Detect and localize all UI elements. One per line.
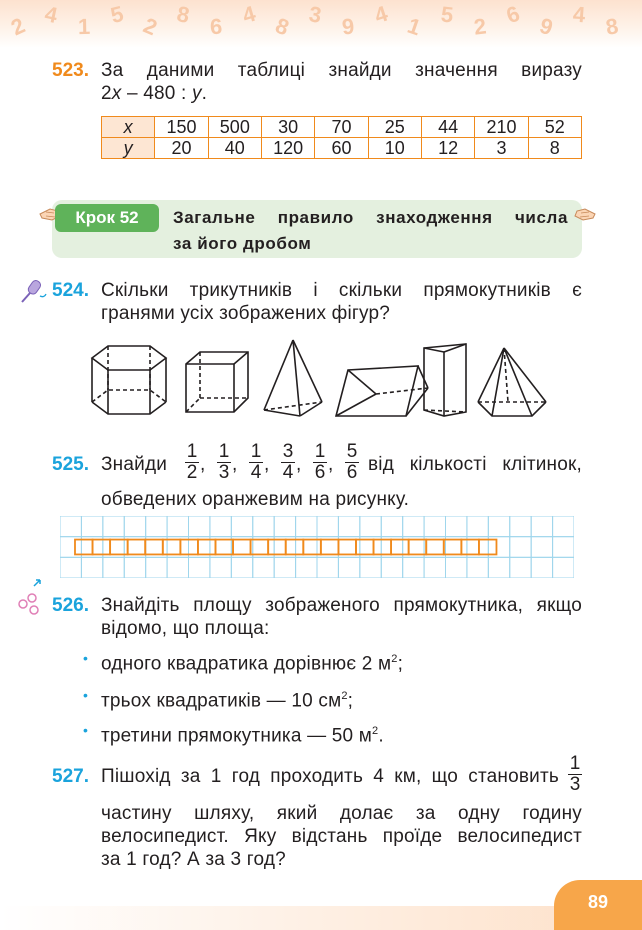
exercise-number-525: 525. [52, 454, 89, 475]
header-digit: 4 [371, 0, 391, 29]
grid-cell [424, 557, 445, 578]
fraction-numerator: 1 [250, 441, 262, 462]
fraction-numerator: 1 [186, 441, 198, 462]
exercise-526-item-2 [101, 684, 353, 713]
grid-cell [488, 516, 509, 537]
cube-figure [186, 352, 248, 412]
triangular-prism-standing-figure [424, 344, 466, 416]
orange-cell [356, 540, 374, 555]
fraction-denominator: 6 [314, 462, 326, 483]
header-digit: 8 [272, 12, 293, 41]
header-digit: 1 [404, 12, 425, 41]
orange-cell [286, 540, 304, 555]
step-badge: Крок 52 [55, 204, 159, 232]
exercise-526-text-line1: Знайдіть площу зображеного прямокутника, якщо [101, 595, 582, 616]
grid-cell [189, 557, 210, 578]
grid-cell [124, 516, 145, 537]
grid-cell [360, 516, 381, 537]
orange-cell [374, 540, 392, 555]
bullet-icon: • [83, 722, 88, 738]
table-header-y: y [102, 138, 155, 159]
table-cell-x: 150 [155, 117, 208, 138]
hexagonal-prism-figure [92, 346, 166, 414]
item-sup: 2 [341, 690, 348, 702]
orange-cell [215, 540, 233, 555]
item-text: одного квадратика дорівнює 2 м [101, 653, 392, 675]
exercise-523-text-line1: За даними таблиці знайди значення виразу [101, 60, 582, 81]
pointing-hand-right-icon [573, 203, 597, 225]
fraction-separator: , [296, 454, 302, 475]
item-end: ; [397, 653, 404, 675]
grid-cell [403, 516, 424, 537]
fraction [281, 442, 295, 483]
orange-cell [303, 540, 321, 555]
header-digit: 9 [536, 12, 556, 41]
orange-cell [426, 540, 444, 555]
grid-cell [531, 537, 552, 558]
fraction-separator: , [200, 454, 206, 475]
grid-cell [510, 537, 531, 558]
exercise-527-text-line3: велосипедист. Яку відстань проїде велосипедист [101, 826, 582, 847]
grid-cell [467, 557, 488, 578]
orange-cell [93, 540, 111, 555]
header-digit: 6 [209, 13, 223, 40]
header-digit: 2 [472, 13, 488, 40]
grid-cell [81, 557, 102, 578]
exercise-527-text-line2: частину шляху, який долає за одну годину [101, 803, 582, 824]
fraction [313, 442, 327, 483]
orange-cell [128, 540, 146, 555]
header-digit: 6 [502, 0, 523, 29]
microphone-icon [18, 278, 48, 304]
footer-band [0, 906, 642, 930]
grid-cell [60, 557, 81, 578]
fraction-denominator: 2 [186, 462, 198, 483]
grid-cell [553, 537, 574, 558]
bullet-icon: • [83, 687, 88, 703]
bullet-icon: • [83, 650, 88, 666]
grid-cell [274, 557, 295, 578]
fraction [185, 442, 199, 483]
header-decoration [0, 0, 642, 48]
fraction-numerator: 5 [346, 441, 358, 462]
fraction [345, 442, 359, 483]
exercise-526-item-3 [101, 719, 384, 748]
table-cell-x: 25 [368, 117, 421, 138]
table-cell-y: 60 [315, 138, 368, 159]
exercise-527-text-line1: Пішохід за 1 год проходить 4 км, що становить [101, 766, 559, 787]
table-row-x [102, 117, 582, 138]
exercise-526-text-line2: відомо, що площа: [101, 618, 270, 639]
triangular-pyramid-figure [264, 340, 322, 416]
table-cell-x: 44 [421, 117, 474, 138]
header-digit: 5 [439, 1, 455, 28]
grid-cell [167, 516, 188, 537]
orange-cell [479, 540, 497, 555]
orange-cell [391, 540, 409, 555]
square-pyramid-figure [478, 348, 546, 416]
grid-cell [146, 557, 167, 578]
orange-cell [233, 540, 251, 555]
grid-cell [553, 557, 574, 578]
orange-cell [444, 540, 462, 555]
header-digit: 4 [572, 1, 587, 28]
grid-cell [424, 516, 445, 537]
table-header-x: x [102, 117, 155, 138]
exercise-525-tail: від кількості клітинок, [368, 454, 582, 475]
grid-cell [167, 557, 188, 578]
group-work-icon [14, 576, 48, 618]
table-cell-x: 70 [315, 117, 368, 138]
grid-cell [103, 516, 124, 537]
grid-cell [274, 516, 295, 537]
grid-cell [124, 557, 145, 578]
table-cell-y: 3 [475, 138, 528, 159]
table-row-y [102, 138, 582, 159]
grid-cell [103, 557, 124, 578]
header-digit: 4 [42, 1, 60, 29]
fraction-denominator: 6 [346, 462, 358, 483]
grid-cell [210, 557, 231, 578]
fraction-separator: , [264, 454, 270, 475]
expression-text: 2x – 480 : y. [101, 83, 208, 104]
header-digit: 9 [340, 13, 356, 40]
grid-cell [317, 557, 338, 578]
grid-cell [381, 557, 402, 578]
grid-cell [189, 516, 210, 537]
fraction-numerator: 1 [314, 441, 326, 462]
grid-cell [338, 557, 359, 578]
header-digit: 3 [307, 1, 323, 28]
item-end: . [378, 725, 384, 747]
header-digit: 4 [239, 0, 259, 29]
orange-cell [163, 540, 181, 555]
fraction-denominator: 3 [218, 462, 230, 483]
grid-cell [338, 516, 359, 537]
exercise-525-word: Знайди [101, 454, 168, 475]
grid-cell [296, 557, 317, 578]
exercise-524-text-line2: гранями усіх зображених фігур? [101, 303, 391, 324]
table-cell-y: 120 [261, 138, 314, 159]
header-digit: 8 [604, 13, 621, 40]
grid-cell [81, 516, 102, 537]
fraction-numerator: 1 [569, 753, 581, 774]
exercise-523-expression [101, 82, 207, 106]
orange-cell [198, 540, 216, 555]
grid-cell [510, 516, 531, 537]
header-digit: 2 [7, 12, 29, 41]
step-title-line1: Загальне правило знаходження числа [173, 208, 568, 227]
table-cell-y: 40 [208, 138, 261, 159]
item-end: ; [347, 690, 354, 712]
fraction-numerator: 3 [282, 441, 294, 462]
grid-cell [210, 516, 231, 537]
exercise-524-text-line1: Скільки трикутників і скільки прямокутників є [101, 280, 582, 301]
grid-cell [531, 516, 552, 537]
table-cell-x: 52 [528, 117, 581, 138]
grid-cell [488, 557, 509, 578]
fraction-denominator: 3 [569, 774, 581, 795]
grid-cell [467, 516, 488, 537]
fraction [249, 442, 263, 483]
grid-cell [403, 557, 424, 578]
grid-cell [296, 516, 317, 537]
table-cell-y: 12 [421, 138, 474, 159]
table-cell-y: 10 [368, 138, 421, 159]
grid-cell [253, 516, 274, 537]
header-digit: 1 [77, 13, 91, 40]
item-sup: 2 [372, 725, 379, 737]
grid-cell [531, 557, 552, 578]
header-digit: 8 [175, 1, 192, 28]
grid-cell [146, 516, 167, 537]
grid-cell [553, 516, 574, 537]
exercise-number-526: 526. [52, 595, 89, 616]
page-number: 89 [554, 880, 642, 930]
item-text: трьох квадратиків — 10 см [101, 690, 342, 712]
fraction-denominator: 4 [282, 462, 294, 483]
table-cell-x: 210 [475, 117, 528, 138]
grid-cell [446, 557, 467, 578]
table-cell-y: 8 [528, 138, 581, 159]
item-sup: 2 [391, 653, 398, 665]
fraction-separator: , [328, 454, 334, 475]
exercise-526-item-1 [101, 647, 403, 676]
grid-cell [60, 516, 81, 537]
orange-cell [461, 540, 479, 555]
orange-cell [180, 540, 198, 555]
xy-table [101, 116, 582, 159]
orange-cell [75, 540, 93, 555]
orange-cell [268, 540, 286, 555]
grid-cell [381, 516, 402, 537]
exercise-number-524: 524. [52, 280, 89, 301]
grid-cell [510, 557, 531, 578]
step-title-line2: за його дробом [173, 234, 312, 253]
cell-grid [60, 516, 574, 578]
exercise-525-text-line2: обведених оранжевим на рисунку. [101, 489, 410, 510]
step-title [173, 205, 568, 257]
fraction-separator: , [232, 454, 238, 475]
exercise-number-523: 523. [52, 60, 89, 81]
orange-cell [145, 540, 163, 555]
solid-figures [88, 336, 548, 420]
grid-cell [446, 516, 467, 537]
exercise-number-527: 527. [52, 766, 89, 787]
fraction-numerator: 1 [218, 441, 230, 462]
fraction-denominator: 4 [250, 462, 262, 483]
header-digit: 2 [139, 12, 161, 41]
table-cell-x: 30 [261, 117, 314, 138]
table-cell-x: 500 [208, 117, 261, 138]
fraction-one-third [568, 754, 582, 795]
table-cell-y: 20 [155, 138, 208, 159]
item-text: третини прямокутника — 50 м [101, 725, 373, 747]
grid-cell [253, 557, 274, 578]
grid-cell [231, 557, 252, 578]
fraction [217, 442, 231, 483]
grid-cell [317, 516, 338, 537]
grid-cell [360, 557, 381, 578]
header-digit: 5 [108, 0, 126, 29]
triangular-prism-lying-figure [336, 366, 428, 416]
orange-cell [321, 540, 339, 555]
orange-cell [338, 540, 356, 555]
exercise-527-text-line4: за 1 год? А за 3 год? [101, 849, 286, 870]
orange-cell [110, 540, 128, 555]
grid-cell [231, 516, 252, 537]
